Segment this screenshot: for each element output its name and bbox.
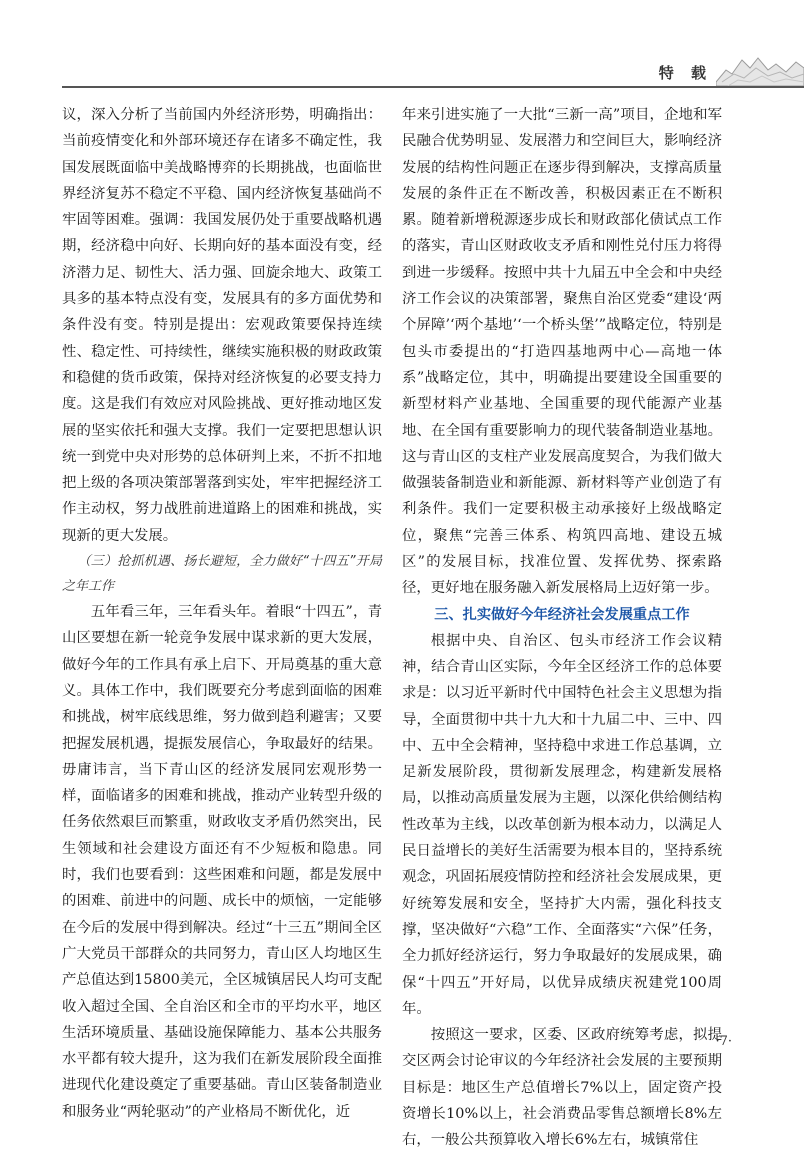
left-column bbox=[62, 102, 382, 1125]
page-number: ·7· bbox=[715, 1034, 732, 1049]
body-paragraph: 根据中央、自治区、包头市经济工作会议精神，结合青山区实际，今年全区经济工作的总体要求是：以习近平新时代中国特色社会主义思想为指导，全面贯彻中共十九大和十九届二中、三中、四中、五中全会精神，坚持稳中求进工作总基调，立足新发展阶段，贯彻新发展理念，构建新发展格局，以推动高质量发展为主题，以深化供给侧结构性改革为主线，以改革创新为根本动力，以满足人民日益增长的美好生活需要为根本目的，坚持系统观念，巩固拓展疫情防控和经济社会发展成果，更好统筹发展和安全，坚持扩大内需，强化科技支撑，坚决做好“六稳”工作、全面落实“六保”任务，全力抓好经济运行，努力争取最好的发展成果，确保“十四五”开好局，以优异成绩庆祝建党100周年。 bbox=[402, 632, 722, 1017]
subheading: （三）抢抓机遇、扬长避短，全力做好“十四五”开局之年工作 bbox=[62, 554, 382, 595]
body-paragraph: 五年看三年，三年看头年。着眼“十四五”，青山区要想在新一轮竞争发展中谋求新的更大发展，做好今年的工作具有承上启下、开局奠基的重大意义。具体工作中，我们既要充分考虑到面临的困难和挑战，树牢底线思维，努力做到趋利避害；又要把握发展机遇，提振发展信心，争取最好的结果。毋庸讳言，当下青山区的经济发展同宏观形势一样，面临诸多的困难和挑战，推动产业转型升级的任务依然艰巨而繁重，财政收支矛盾仍然突出，民生领域和社会建设方面还有不少短板和隐患。同时，我们也要看到：这些困难和问题，都是发展中的困难、前进中的问题、成长中的烦恼，一定能够在今后的发展中得到解决。经过“十三五”期间全区广大党员干部群众的共同努力，青山区人均地区生产总值达到15800美元，全区城镇居民人均可支配收入超过全国、全自治区和全市的平均水平，地区生活环境质量、基础设施保障能力、基本公共服务水平都有较大提升，这为我们在新发展阶段全面推进现代化建设奠定了重要基础。青山区装备制造业和服务业“两轮驱动”的产业格局不断优化，近 bbox=[62, 604, 382, 1120]
right-column bbox=[402, 102, 722, 1154]
mountain-landscape-icon bbox=[716, 52, 804, 88]
body-paragraph: 年来引进实施了一大批“三新一高”项目，企地和军民融合优势明显、发展潜力和空间巨大，影响经济发展的结构性问题正在逐步得到解决，支撑高质量发展的条件正在不断改善，积极因素正在不断积累。随着新增税源逐步成长和财政部化债试点工作的落实，青山区财政收支矛盾和刚性兑付压力将得到进一步缓释。按照中共十九届五中全会和中央经济工作会议的决策部署，聚焦自治区党委“建设‘两个屏障’‘两个基地’‘一个桥头堡’”战略定位，特别是包头市委提出的“打造四基地两中心—高地一体系”战略定位，其中，明确提出要建设全国重要的新型材料产业基地、全国重要的现代能源产业基地、在全国有重要影响力的现代装备制造业基地。这与青山区的支柱产业发展高度契合，为我们做大做强装备制造业和新能源、新材料等产业创造了有利条件。我们一定要积极主动承接好上级战略定位，聚焦“完善三体系、构筑四高地、建设五城区”的发展目标，找准位置、发挥优势、探索路径，更好地在服务融入新发展格局上迈好第一步。 bbox=[402, 107, 722, 597]
section-heading: 三、扎实做好今年经济社会发展重点工作 bbox=[434, 606, 690, 623]
body-paragraph: 议，深入分析了当前国内外经济形势，明确指出：当前疫情变化和外部环境还存在诸多不确定性，我国发展既面临中美战略博弈的长期挑战，也面临世界经济复苏不稳定不平稳、国内经济恢复基础尚不牢固等困难。强调：我国发展仍处于重要战略机遇期，经济稳中向好、长期向好的基本面没有变，经济潜力足、韧性大、活力强、回旋余地大、政策工具多的基本特点没有变，发展具有的多方面优势和条件没有变。特别是提出：宏观政策要保持连续性、稳定性、可持续性，继续实施积极的财政政策和稳健的货币政策，保持对经济恢复的必要支持力度。这是我们有效应对风险挑战、更好推动地区发展的坚实依托和强大支撑。我们一定要把思想认识统一到党中央对形势的总体研判上来，不折不扣地把上级的各项决策部署落到实处，牢牢把握经济工作主动权，努力战胜前进道路上的困难和挑战，实现新的更大发展。 bbox=[62, 107, 382, 544]
header-rule bbox=[62, 86, 804, 88]
body-paragraph: 按照这一要求，区委、区政府统筹考虑，拟提交区两会讨论审议的今年经济社会发展的主要预期目标是：地区生产总值增长7%以上，固定资产投资增长10%以上，社会消费品零售总额增长8%左右，一般公共预算收入增长6%左右，城镇常住 bbox=[402, 1027, 722, 1149]
section-label: 特 载 bbox=[658, 64, 712, 82]
